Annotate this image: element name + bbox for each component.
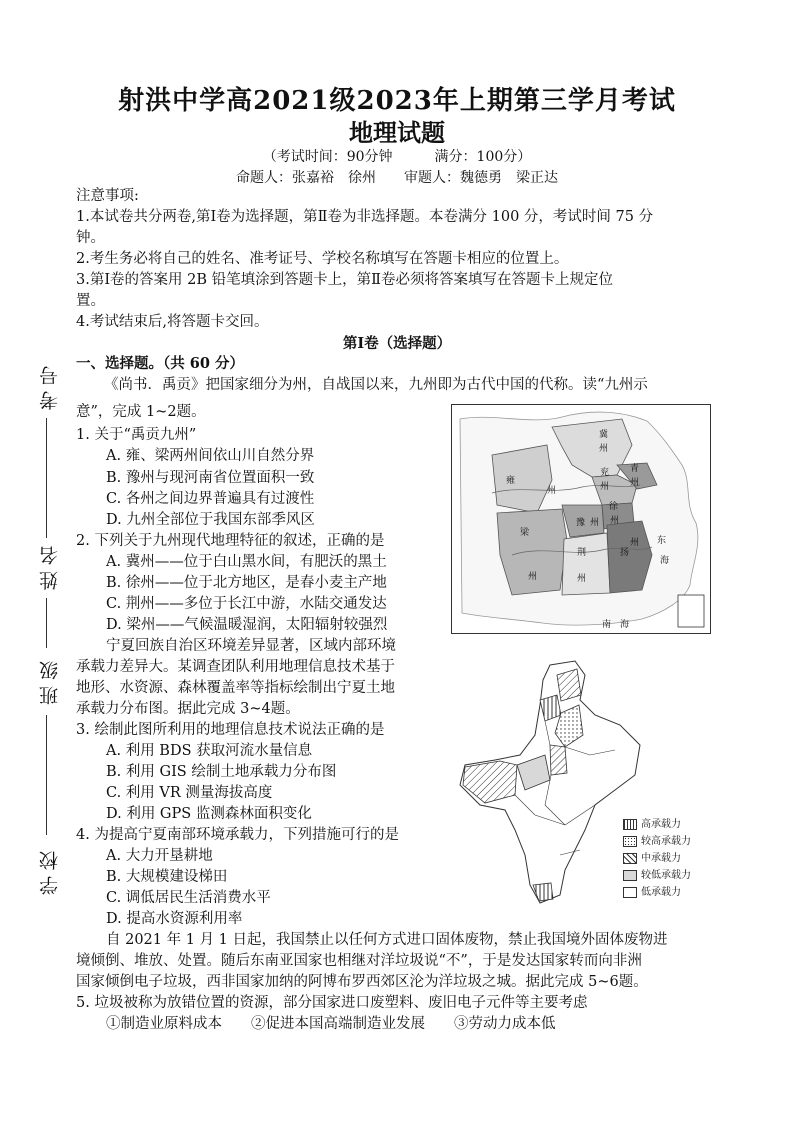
map-label: 东	[657, 535, 667, 545]
q2-option-d: D. 梁州——气候温暖湿润，太阳辐射较强烈	[106, 617, 388, 633]
legend-lower: 较低承载力	[623, 866, 691, 881]
q3-option-b: B. 利用 GIS 绘制土地承载力分布图	[106, 764, 337, 780]
intro-2: 宁夏回族自治区环境差异显著，区域内部环境	[106, 638, 396, 654]
legend-rel-high: 较高承载力	[623, 832, 691, 847]
section-title: 第Ⅰ卷（选择题）	[342, 335, 452, 352]
q2-option-c: C. 荆州——多位于长江中游，水陆交通发达	[106, 596, 387, 612]
legend-high: 高承载力	[623, 815, 681, 830]
subject-title: 地理试题	[349, 118, 445, 147]
legend-swatch	[623, 853, 637, 864]
map-label: 州	[577, 573, 587, 583]
intro-1-cont: 意”，完成 1~2题。	[76, 404, 206, 420]
q5-stem: 5. 垃圾被称为放错位置的资源，部分国家进口废塑料、废旧电子元件等主要考虑	[76, 995, 588, 1011]
school-label: 学校	[39, 845, 61, 895]
q4-option-c: C. 调低居民生活消费水平	[106, 890, 271, 906]
map-label: 州	[630, 537, 640, 547]
intro-3: 自 2021 年 1 月 1 日起，我国禁止以任何方式进口固体废物，禁止我国境外固体废物进	[106, 932, 668, 948]
legend-medium: 中承载力	[623, 849, 681, 864]
map-label: 兖	[600, 467, 610, 477]
nine-provinces-map-svg	[452, 405, 710, 633]
q2-stem: 2. 下列关于九州现代地理特征的叙述，正确的是	[76, 533, 385, 549]
legend-low: 低承载力	[623, 883, 681, 898]
q1-option-a: A. 雍、梁两州间依山川自然分界	[106, 448, 315, 464]
q3-option-c: C. 利用 VR 测量海拔高度	[106, 785, 273, 801]
map-label: 冀	[599, 429, 609, 439]
q1-stem: 1. 关于“禹贡九州”	[76, 427, 197, 443]
intro-2-cont-2: 地形、水资源、森林覆盖率等指标绘制出宁夏土地	[76, 680, 395, 696]
q5-options: ①制造业原料成本 ②促进本国高端制造业发展 ③劳动力成本低	[106, 1016, 556, 1032]
note-3: 3.第Ⅰ卷的答案用 2B 铅笔填涂到答题卡上，第Ⅱ卷必须将答案填写在答题卡上规定位	[76, 272, 614, 288]
authors-info: 命题人：张嘉裕 徐州 审题人：魏德勇 梁正达	[236, 170, 558, 186]
legend-swatch	[623, 836, 637, 847]
part-title: 一、选择题。（共 60 分）	[76, 355, 245, 372]
q1-option-b: B. 豫州与现河南省位置面积一致	[106, 470, 315, 486]
map-label: 青	[630, 463, 640, 473]
legend-swatch	[623, 819, 637, 830]
q3-stem: 3. 绘制此图所利用的地理信息技术说法正确的是	[76, 722, 385, 738]
zone-high-south	[533, 883, 553, 901]
map-label: 州	[600, 481, 610, 491]
q4-option-a: A. 大力开垦耕地	[106, 848, 213, 864]
legend-swatch	[623, 870, 637, 881]
intro-3-cont-1: 境倾倒、堆放、处置。随后东南亚国家也相继对洋垃圾说“不”，于是发达国家转而向非洲	[76, 953, 642, 969]
q4-option-b: B. 大规模建设梯田	[106, 869, 228, 885]
map-label: 州	[590, 517, 600, 527]
intro-2-cont-3: 承载力分布图。据此完成 3~4题。	[76, 701, 300, 717]
binding-line	[46, 715, 47, 835]
time-info: （考试时间：90分钟 满分：100分）	[262, 149, 532, 165]
jing-region	[562, 533, 610, 595]
q4-option-d: D. 提高水资源利用率	[106, 911, 243, 927]
note-4: 4.考试结束后,将答题卡交回。	[76, 314, 269, 330]
legend-swatch	[623, 887, 637, 898]
map-label: 荆	[577, 547, 587, 557]
map-label: 雍	[506, 475, 516, 485]
q2-option-a: A. 冀州——位于白山黑水间，有肥沃的黑土	[106, 554, 387, 570]
binding-line	[46, 598, 47, 648]
intro-2-cont-1: 承载力差异大。某调查团队利用地理信息技术基于	[76, 659, 395, 675]
map-label: 州	[610, 515, 620, 525]
q1-option-c: C. 各州之间边界普遍具有过渡性	[106, 491, 315, 507]
notes-heading: 注意事项:	[76, 188, 139, 204]
zone-medium-north	[557, 669, 581, 701]
note-2: 2.考生务必将自己的姓名、准考证号、学校名称填写在答题卡相应的位置上。	[76, 251, 569, 267]
q4-stem: 4. 为提高宁夏南部环境承载力，下列措施可行的是	[76, 827, 399, 843]
ningxia-map-svg	[455, 655, 735, 915]
class-label: 班级	[39, 655, 61, 705]
map-label: 扬	[620, 547, 630, 557]
note-1: 1.本试卷共分两卷,第Ⅰ卷为选择题，第Ⅱ卷为非选择题。本卷满分 100 分，考试时间 75 分	[76, 209, 654, 225]
q2-option-b: B. 徐州——位于北方地区，是春小麦主产地	[106, 575, 387, 591]
intro-3-cont-2: 国家倾倒电子垃圾，西非国家加纳的阿博布罗西郊区沦为洋垃圾之城。据此完成 5~6题。	[76, 974, 648, 990]
south-sea-inset	[678, 595, 704, 627]
exam-number-label: 考号	[39, 360, 61, 410]
map-label: 州	[630, 477, 640, 487]
binding-line	[46, 418, 47, 538]
map-label: 州	[599, 443, 609, 453]
map-label: 南	[602, 619, 612, 629]
intro-1: 《尚书．禹贡》把国家细分为州，自战国以来，九州即为古代中国的代称。读“九州示	[104, 377, 648, 393]
note-1-cont: 钟。	[76, 230, 105, 246]
ningxia-capacity-map	[455, 655, 735, 915]
map-label: 徐	[609, 501, 619, 511]
map-label: 梁	[520, 527, 530, 537]
note-3-cont: 置。	[76, 293, 105, 309]
map-label: 海	[620, 619, 630, 629]
nine-provinces-map	[451, 404, 711, 634]
zone-medium-center	[550, 745, 567, 775]
map-label: 州	[547, 485, 557, 495]
exam-title: 射洪中学高2021级2023年上期第三学月考试	[118, 86, 676, 116]
map-label: 州	[528, 571, 538, 581]
map-label: 豫	[576, 517, 586, 527]
map-label: 海	[660, 555, 670, 565]
name-label: 姓名	[39, 540, 61, 590]
q3-option-a: A. 利用 BDS 获取河流水量信息	[106, 743, 313, 759]
q3-option-d: D. 利用 GPS 监测森林面积变化	[106, 806, 312, 822]
q1-option-d: D. 九州全部位于我国东部季风区	[106, 512, 315, 528]
